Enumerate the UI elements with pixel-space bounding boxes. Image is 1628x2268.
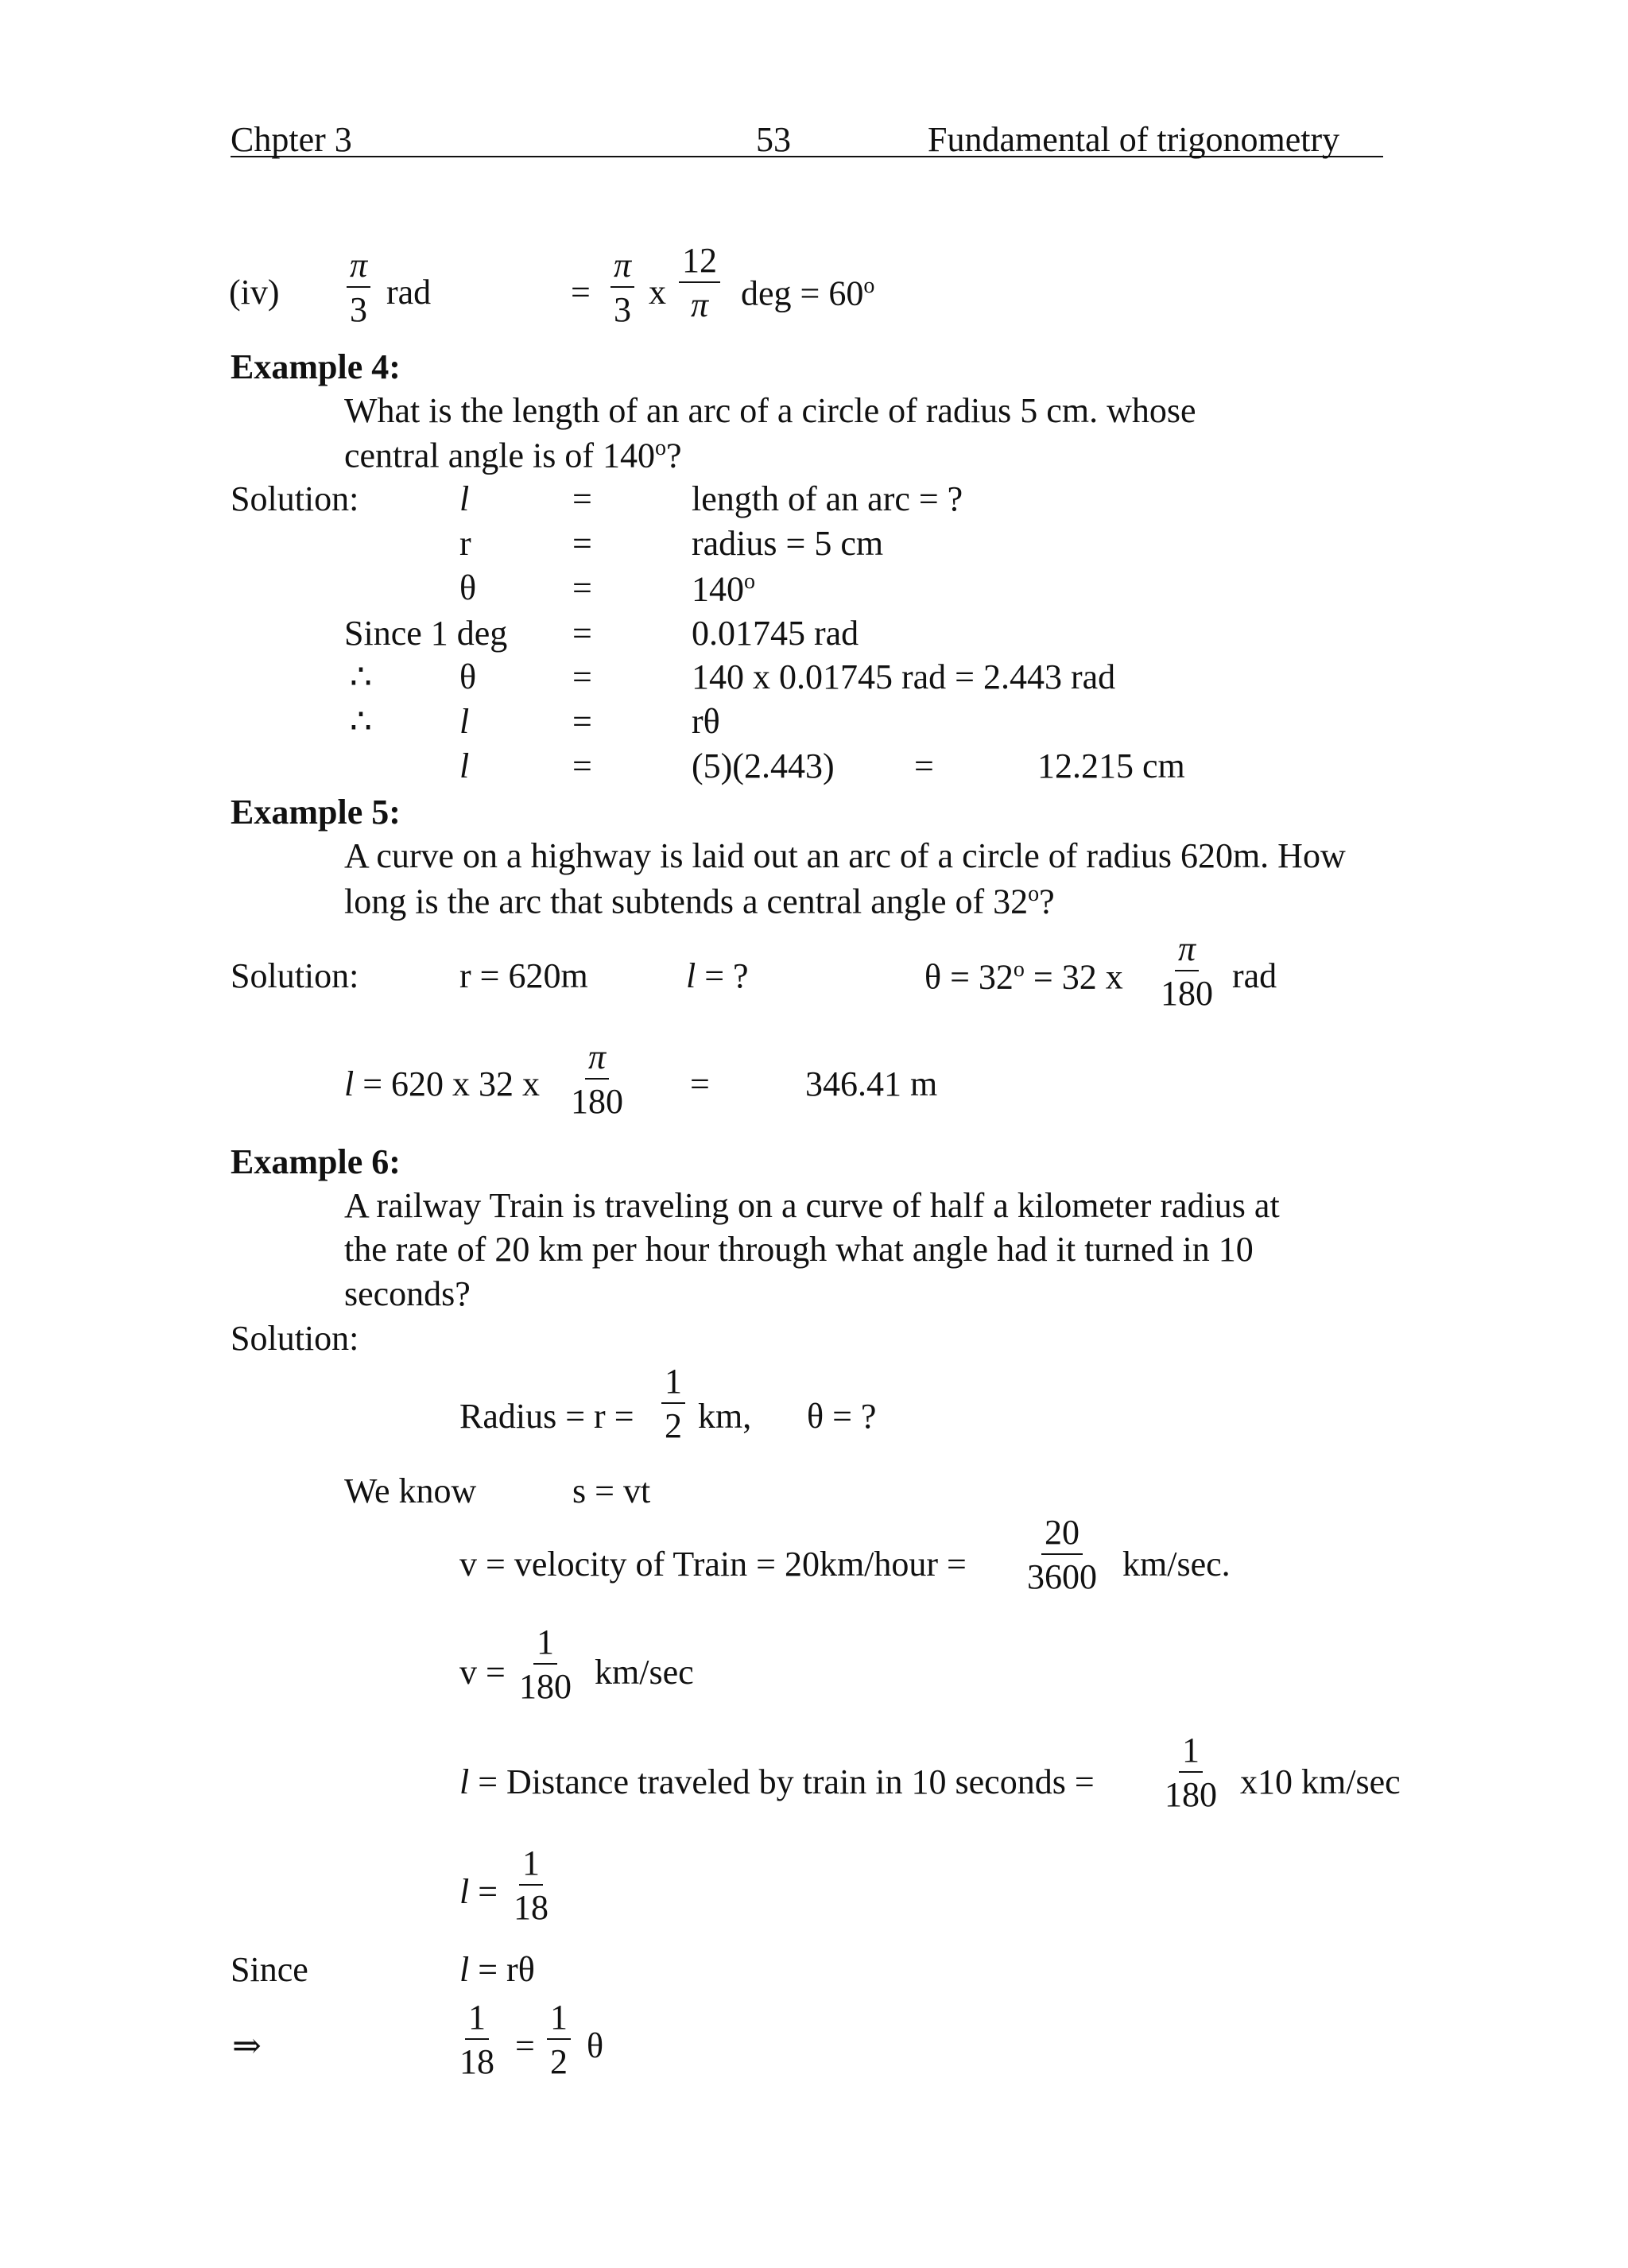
- ex6-theta-unknown: θ = ?: [807, 1397, 877, 1436]
- ex6-we-know: We know: [344, 1471, 477, 1510]
- ex6-velocity: v = velocity of Train = 20km/hour =: [459, 1545, 967, 1584]
- ex6-km-sec: km/sec: [595, 1653, 694, 1692]
- example-4-question-line2: central angle is of 140$^o$?: [344, 436, 682, 475]
- ex5-calc-result: 346.41 m: [805, 1064, 938, 1103]
- ex4-row1-rhs: length of an arc = ?: [692, 479, 963, 518]
- ex4-row7-rhs: (5)(2.443): [692, 746, 835, 785]
- ex6-distance: l = Distance traveled by train in 10 seconds =: [459, 1762, 1095, 1801]
- ex6-fraction-1-over-2: $\frac{1}{2}$: [661, 1364, 685, 1444]
- ex4-final-value: 12.215 cm: [1037, 746, 1185, 785]
- ex4-row5-rhs: 140 x 0.01745 rad = 2.443 rad: [692, 657, 1116, 696]
- ex4-row1-symbol: l: [459, 479, 470, 518]
- example-4-solution-label: Solution:: [231, 479, 359, 518]
- ex4-row2-eq: =: [572, 524, 592, 563]
- ex5-calc-fraction: $\frac{\pi}{180}$: [571, 1037, 623, 1121]
- ex5-calc-eq: =: [690, 1064, 710, 1103]
- example-4-heading: Example 4:: [231, 347, 401, 386]
- example-5-solution-label: Solution:: [231, 956, 359, 995]
- ex4-row2-symbol: r: [459, 524, 471, 563]
- ex6-fraction-20-over-3600: $\frac{20}{3600}$: [1027, 1513, 1097, 1596]
- example-4-question-line1: What is the length of an arc of a circle of radius 5 cm. whose: [344, 391, 1196, 430]
- fraction-pi-over-3: $\frac{\pi}{3}$: [347, 248, 370, 328]
- example-6-solution-label: Solution:: [231, 1319, 359, 1358]
- ex6-fraction-1-over-180-b: $\frac{1}{180}$: [1165, 1731, 1217, 1814]
- ex4-row5-symbol: θ: [459, 657, 477, 696]
- header-chapter: Chpter 3: [231, 120, 352, 159]
- ex6-fraction-1-over-18: $\frac{1}{18}$: [514, 1843, 548, 1927]
- ex5-rad: rad: [1232, 956, 1277, 995]
- example-6-question-line2: the rate of 20 km per hour through what angle had it turned in 10: [344, 1230, 1254, 1269]
- ex4-row3-eq: =: [572, 568, 592, 607]
- item-iv-rad: rad: [386, 273, 432, 312]
- example-6-heading: Example 6:: [231, 1142, 401, 1181]
- ex4-row6-therefore: ∴: [350, 702, 372, 741]
- ex6-since: Since: [231, 1950, 308, 1989]
- item-iv-label: (iv): [229, 273, 280, 312]
- ex4-row4-prefix: Since 1 deg: [344, 614, 508, 653]
- example-5-question-line2: long is the arc that subtends a central angle of 32$^o$?: [344, 882, 1055, 921]
- item-iv-result: deg = $60^o$: [741, 273, 875, 313]
- ex4-row6-eq: =: [572, 702, 592, 741]
- fraction-12-over-pi: $\frac{12}{\pi}$: [679, 243, 720, 323]
- ex5-l-given: l = ?: [686, 956, 749, 995]
- ex6-fraction-1-over-2-b: $\frac{1}{2}$: [547, 2000, 571, 2080]
- example-6-question-line3: seconds?: [344, 1274, 471, 1313]
- header-page-number: 53: [756, 120, 791, 159]
- example-5-heading: Example 5:: [231, 793, 401, 832]
- ex5-calc: l = 620 x 32 x: [344, 1064, 541, 1103]
- ex6-final-theta: θ: [587, 2026, 604, 2065]
- example-6-question-line1: A railway Train is traveling on a curve of half a kilometer radius at: [344, 1186, 1280, 1225]
- ex6-radius: Radius = r =: [459, 1397, 634, 1436]
- ex5-theta-given: $\theta = 32^o = 32$ x: [924, 957, 1123, 997]
- header-title: Fundamental of trigonometry: [928, 120, 1340, 159]
- header-rule: [231, 156, 1383, 157]
- ex4-row6-symbol: l: [459, 702, 470, 741]
- fraction-pi-over-3-b: $\frac{\pi}{3}$: [610, 248, 634, 328]
- ex6-fraction-1-over-18-b: $\frac{1}{18}$: [459, 1998, 494, 2081]
- ex4-row5-therefore: ∴: [350, 657, 372, 696]
- ex6-fraction-1-over-180: $\frac{1}{180}$: [519, 1622, 572, 1706]
- ex5-fraction-pi-over-180: $\frac{\pi}{180}$: [1161, 929, 1213, 1013]
- ex6-v-eq: v =: [459, 1653, 506, 1692]
- ex4-row4-eq: =: [572, 614, 592, 653]
- ex4-row7-symbol: l: [459, 746, 470, 785]
- ex6-final-eq: =: [515, 2026, 535, 2065]
- ex4-row7-eq: =: [572, 746, 592, 785]
- ex6-l-eq: l =: [459, 1872, 498, 1911]
- ex4-row2-rhs: radius = 5 cm: [692, 524, 884, 563]
- ex6-km-sec-dot: km/sec.: [1122, 1545, 1231, 1584]
- item-iv-equals: =: [571, 273, 591, 312]
- item-iv-times: x: [649, 273, 666, 312]
- ex6-implies-arrow: ⇒: [232, 2026, 262, 2065]
- ex4-row5-eq: =: [572, 657, 592, 696]
- example-5-question-line1: A curve on a highway is laid out an arc of a circle of radius 620m. How: [344, 836, 1346, 875]
- ex4-row1-eq: =: [572, 479, 592, 518]
- ex6-x10: x10 km/sec: [1240, 1762, 1401, 1801]
- ex4-row3-symbol: θ: [459, 568, 477, 607]
- ex4-final-eq: =: [914, 746, 934, 785]
- ex4-row6-rhs: rθ: [692, 702, 720, 741]
- ex4-row3-rhs: 140$^o$: [692, 569, 755, 609]
- ex6-km: km,: [698, 1397, 752, 1436]
- ex6-s-vt: s = vt: [572, 1471, 651, 1510]
- ex5-r-given: r = 620m: [459, 956, 588, 995]
- ex4-row4-rhs: 0.01745 rad: [692, 614, 859, 653]
- ex6-l-rtheta: l = rθ: [459, 1950, 535, 1989]
